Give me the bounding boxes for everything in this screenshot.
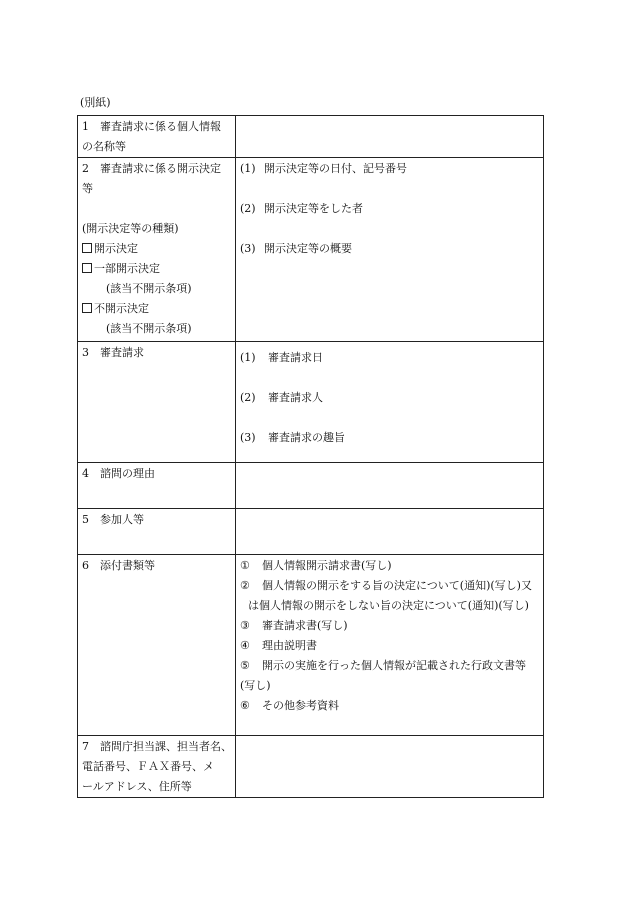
row7-label-line2: 電話番号、ＦＡＸ番号、メ — [82, 760, 214, 773]
table-row — [78, 736, 544, 798]
item-number: (2) — [240, 391, 256, 404]
row4-label: 諮問の理由 — [100, 467, 155, 480]
row2-left-cell — [78, 158, 236, 342]
table-row — [78, 342, 544, 463]
row-number: 5 — [82, 513, 89, 526]
item-text: 開示決定等の日付、記号番号 — [264, 162, 407, 175]
option-label: 不開示決定 — [94, 302, 149, 315]
item-text: 審査請求人 — [268, 391, 323, 404]
item-number: ① — [240, 559, 250, 572]
item-text: 開示の実施を行った個人情報が記載された行政文書等(写し) — [240, 659, 526, 692]
row2-right-cell — [236, 158, 544, 342]
option-partial-disclosure — [82, 259, 232, 279]
item-text: 理由説明書 — [262, 639, 317, 652]
row-number: 2 — [82, 162, 89, 175]
row-number: 4 — [82, 467, 89, 480]
row6-label: 添付書類等 — [100, 559, 155, 572]
list-item — [240, 239, 540, 259]
row4-right-cell — [236, 463, 544, 509]
row4-left-cell — [78, 463, 236, 509]
item-text: 開示決定等をした者 — [264, 202, 363, 215]
attachment-item — [240, 576, 540, 616]
list-item — [240, 199, 540, 219]
item-text: 個人情報開示請求書(写し) — [262, 559, 392, 572]
form-table — [77, 115, 544, 798]
item-number: ② — [240, 579, 250, 592]
list-item — [240, 159, 540, 179]
item-number: ⑥ — [240, 699, 250, 712]
item-number: ⑤ — [240, 659, 250, 672]
row5-left-cell — [78, 509, 236, 555]
table-row — [78, 509, 544, 555]
row7-label-line3: ールアドレス、住所等 — [82, 780, 192, 793]
list-item — [240, 388, 540, 408]
row-number: 6 — [82, 559, 89, 572]
item-number: (3) — [240, 431, 256, 444]
row3-label: 審査請求 — [100, 346, 144, 359]
item-number: (1) — [240, 162, 256, 175]
item-number: (1) — [240, 351, 256, 364]
row1-label-line1: 審査請求に係る個人情報 — [100, 120, 221, 133]
item-number: ④ — [240, 639, 250, 652]
option-label: 開示決定 — [94, 242, 138, 255]
row7-left-cell — [78, 736, 236, 798]
option-note: (該当不開示条項) — [106, 282, 192, 295]
item-text: 審査請求書(写し) — [262, 619, 348, 632]
item-text: 個人情報の開示をする旨の決定について(通知)(写し)又は個人情報の開示をしない旨の決定について(通知)(写し) — [248, 579, 532, 612]
item-text: その他参考資料 — [262, 699, 339, 712]
option-label: 一部開示決定 — [94, 262, 160, 275]
table-row — [78, 555, 544, 736]
attachment-item — [240, 696, 540, 716]
list-item — [240, 428, 540, 448]
item-number: (3) — [240, 242, 256, 255]
row-number: 7 — [82, 740, 89, 753]
option-note: (該当不開示条項) — [106, 322, 192, 335]
row7-right-cell — [236, 736, 544, 798]
row6-left-cell — [78, 555, 236, 736]
item-number: ③ — [240, 619, 250, 632]
attachment-item — [240, 616, 540, 636]
item-text: 審査請求日 — [268, 351, 323, 364]
row3-right-cell — [236, 342, 544, 463]
row2-label-line2: 等 — [82, 182, 93, 195]
option-disclosure — [82, 239, 232, 259]
item-text: 開示決定等の概要 — [264, 242, 352, 255]
row-number: 1 — [82, 120, 89, 133]
checkbox-icon — [82, 303, 92, 313]
decision-kind-label: (開示決定等の種類) — [82, 222, 179, 235]
row1-label-line2: の名称等 — [82, 140, 126, 153]
row7-label-line1: 諮問庁担当課、担当者名、 — [100, 740, 232, 753]
table-row — [78, 463, 544, 509]
list-item — [240, 348, 540, 368]
checkbox-icon — [82, 243, 92, 253]
item-number: (2) — [240, 202, 256, 215]
attachment-label: (別紙) — [80, 96, 111, 109]
row6-right-cell — [236, 555, 544, 736]
row1-right-cell — [236, 116, 544, 158]
table-row — [78, 116, 544, 158]
attachment-item — [240, 556, 540, 576]
table-row — [78, 158, 544, 342]
attachment-item — [240, 636, 540, 656]
item-text: 審査請求の趣旨 — [268, 431, 345, 444]
row1-left-cell — [78, 116, 236, 158]
row3-left-cell — [78, 342, 236, 463]
row5-right-cell — [236, 509, 544, 555]
option-nondisclosure — [82, 299, 232, 319]
attachment-item — [240, 656, 540, 696]
row5-label: 参加人等 — [100, 513, 144, 526]
row-number: 3 — [82, 346, 89, 359]
checkbox-icon — [82, 263, 92, 273]
row2-label-line1: 審査請求に係る開示決定 — [100, 162, 221, 175]
